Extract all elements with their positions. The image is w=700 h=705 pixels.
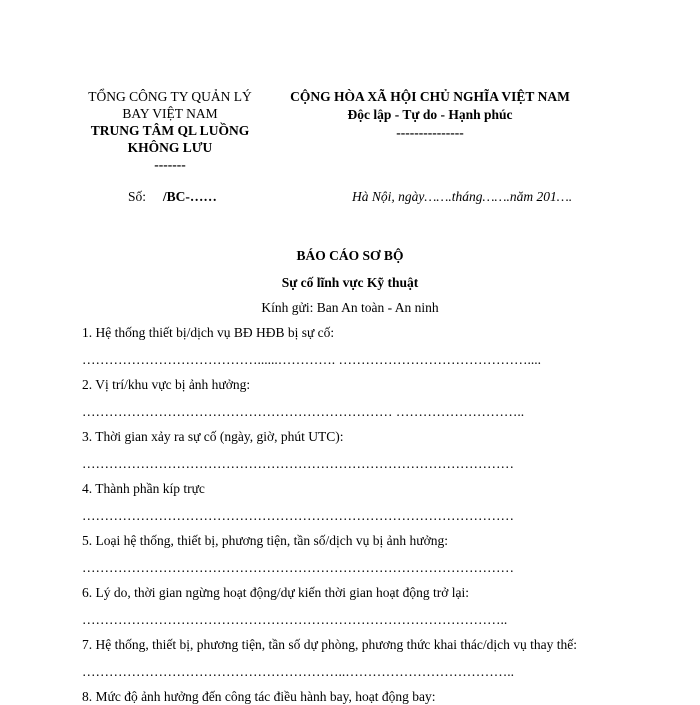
question-1-answer: …………………………………......…………. ……………………………………....	[82, 352, 541, 367]
report-greeting: Kính gửi: Ban An toàn - An ninh	[261, 300, 439, 315]
national-header	[280, 88, 580, 142]
question-3-answer: ……………………………………………………………………………………	[82, 456, 514, 471]
question-5-label: 5. Loại hệ thống, thiết bị, phương tiện, tần số/dịch vụ bị ảnh hưởng:	[82, 533, 448, 548]
nation-title: CỘNG HÒA XÃ HỘI CHỦ NGHĨA VIỆT NAM	[290, 89, 570, 104]
org-name-line1: TỔNG CÔNG TY QUẢN LÝ	[88, 89, 252, 104]
report-title: BÁO CÁO SƠ BỘ	[296, 248, 404, 263]
org-name-line2: BAY VIỆT NAM	[122, 106, 218, 121]
org-unit-line2: KHÔNG LƯU	[127, 140, 213, 155]
report-subtitle: Sự cố lĩnh vực Kỹ thuật	[281, 275, 419, 290]
document-date: Hà Nội, ngày…….tháng…….năm 201….	[352, 189, 573, 204]
question-6-answer: …………………………………………………………………………………..	[82, 612, 508, 627]
nation-rule: ---------------	[396, 125, 464, 140]
so-value: /BC-……	[162, 189, 217, 204]
question-2-answer: …………………………………………………………… ………………………..	[82, 404, 525, 419]
org-rule: -------	[154, 157, 186, 172]
question-4-answer: ……………………………………………………………………………………	[82, 508, 514, 523]
question-5-answer: ……………………………………………………………………………………	[82, 560, 514, 575]
question-8-label: 8. Mức độ ảnh hưởng đến công tác điều hành bay, hoạt động bay:	[82, 689, 436, 704]
document-number	[128, 189, 217, 205]
question-7-answer: …………………………………………………..………………………………..	[82, 664, 514, 679]
question-2-label: 2. Vị trí/khu vực bị ảnh hưởng:	[82, 377, 251, 392]
so-label: Số:	[128, 189, 147, 204]
question-4-label: 4. Thành phần kíp trực	[82, 481, 205, 496]
question-7-label: 7. Hệ thống, thiết bị, phương tiện, tần số dự phòng, phương thức khai thác/dịch vụ thay thế:	[82, 637, 577, 652]
question-6-label: 6. Lý do, thời gian ngừng hoạt động/dự kiến thời gian hoạt động trở lại:	[82, 585, 470, 600]
question-1-label: 1. Hệ thống thiết bị/dịch vụ BĐ HĐB bị sự cố:	[82, 325, 335, 340]
organization-header	[72, 88, 268, 173]
org-unit-line1: TRUNG TÂM QL LUỒNG	[90, 123, 250, 138]
nation-motto: Độc lập - Tự do - Hạnh phúc	[347, 107, 513, 122]
question-3-label: 3. Thời gian xảy ra sự cố (ngày, giờ, phút UTC):	[82, 429, 344, 444]
